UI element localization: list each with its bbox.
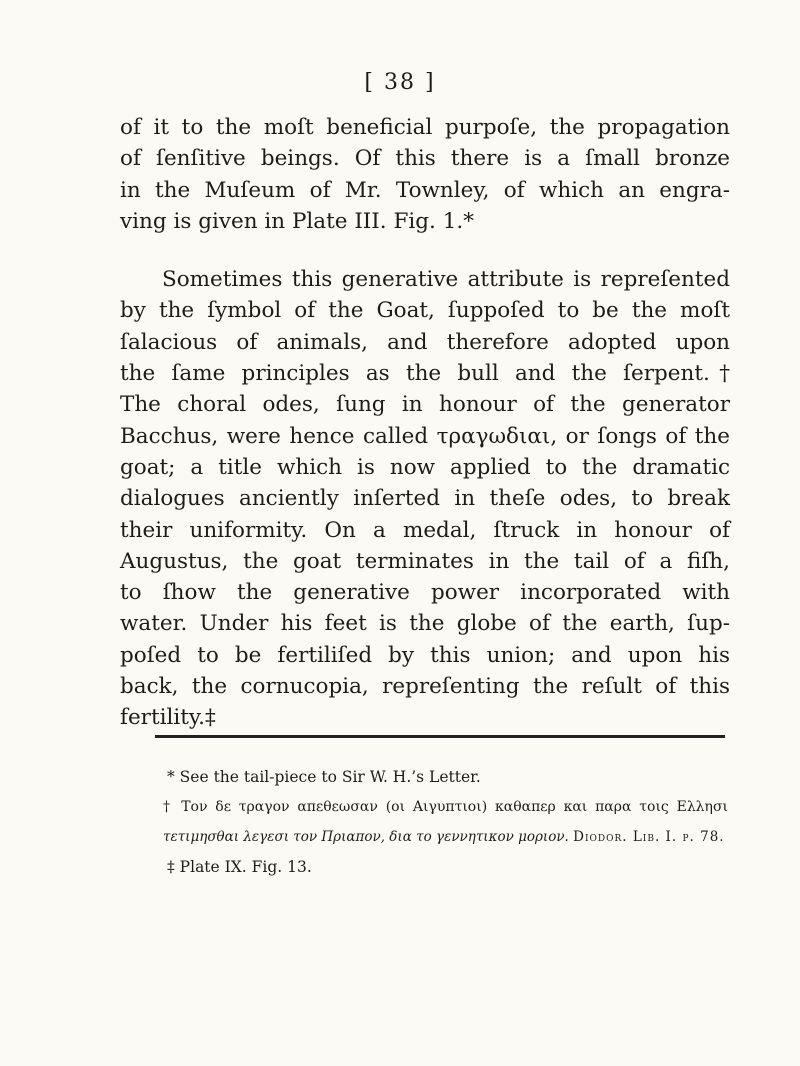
text-line: The choral odes, ſung in honour of the generator — [120, 392, 730, 418]
text-line: ſalacious of animals, and therefore adopted upon — [120, 329, 730, 355]
text-line: back, the cornucopia, repreſenting the reſult of this — [120, 674, 730, 700]
text-line: Sometimes this generative attribute is repreſented — [162, 267, 730, 293]
footnote-greek-text: τετιμησθαι λεγεσι τον Πριαπον, δια το γεννητικον μοριον. — [163, 829, 569, 845]
footnote-double-dagger: ‡ Plate IX. Fig. 13. — [167, 858, 312, 876]
footnote-dagger-greek: † Τον δε τραγον απεθεωσαν (οι Αιγυπτιοι) καθαπερ και παρα τοις Ελλησι — [163, 799, 728, 815]
text-line: of ſenſitive beings. Of this there is a ſmall bronze — [120, 146, 730, 172]
text-line: to ſhow the generative power incorporated with — [120, 580, 730, 606]
footnote-star: * See the tail-piece to Sir W. H.’s Letter. — [167, 768, 481, 786]
text-line: Augustus, the goat terminates in the tail of a fiſh, — [120, 548, 730, 574]
text-line: of it to the moſt beneficial purpoſe, the propagation — [120, 115, 730, 140]
text-line: by the ſymbol of the Goat, ſuppoſed to be the moſt — [120, 298, 730, 324]
main-text — [120, 112, 730, 734]
footnote-source: Diodor. Lib. I. p. 78. — [573, 829, 725, 845]
text-line: in the Muſeum of Mr. Townley, of which an engra- — [120, 177, 730, 203]
text-line: water. Under his feet is the globe of the earth, ſup- — [120, 611, 730, 637]
text-line: goat; a title which is now applied to the dramatic — [120, 454, 730, 480]
text-line: fertility.‡ — [120, 705, 216, 731]
text-line: ving is given in Plate III. Fig. 1.* — [120, 208, 474, 234]
text-line: Bacchus, were hence called τραγωδιαι, or ſongs of the — [120, 423, 730, 449]
text-line: dialogues anciently inſerted in theſe odes, to break — [120, 486, 730, 512]
text-line: the ſame principles as the bull and the ſerpent.† — [120, 361, 730, 387]
page-number: [ 38 ] — [364, 70, 436, 95]
footnote-dagger-continuation — [163, 822, 728, 852]
footnote-divider — [155, 735, 725, 738]
text-line: poſed to be fertiliſed by this union; and upon his — [120, 642, 730, 668]
footnotes — [163, 762, 728, 882]
text-line: their uniformity. On a medal, ſtruck in honour of — [120, 517, 730, 543]
